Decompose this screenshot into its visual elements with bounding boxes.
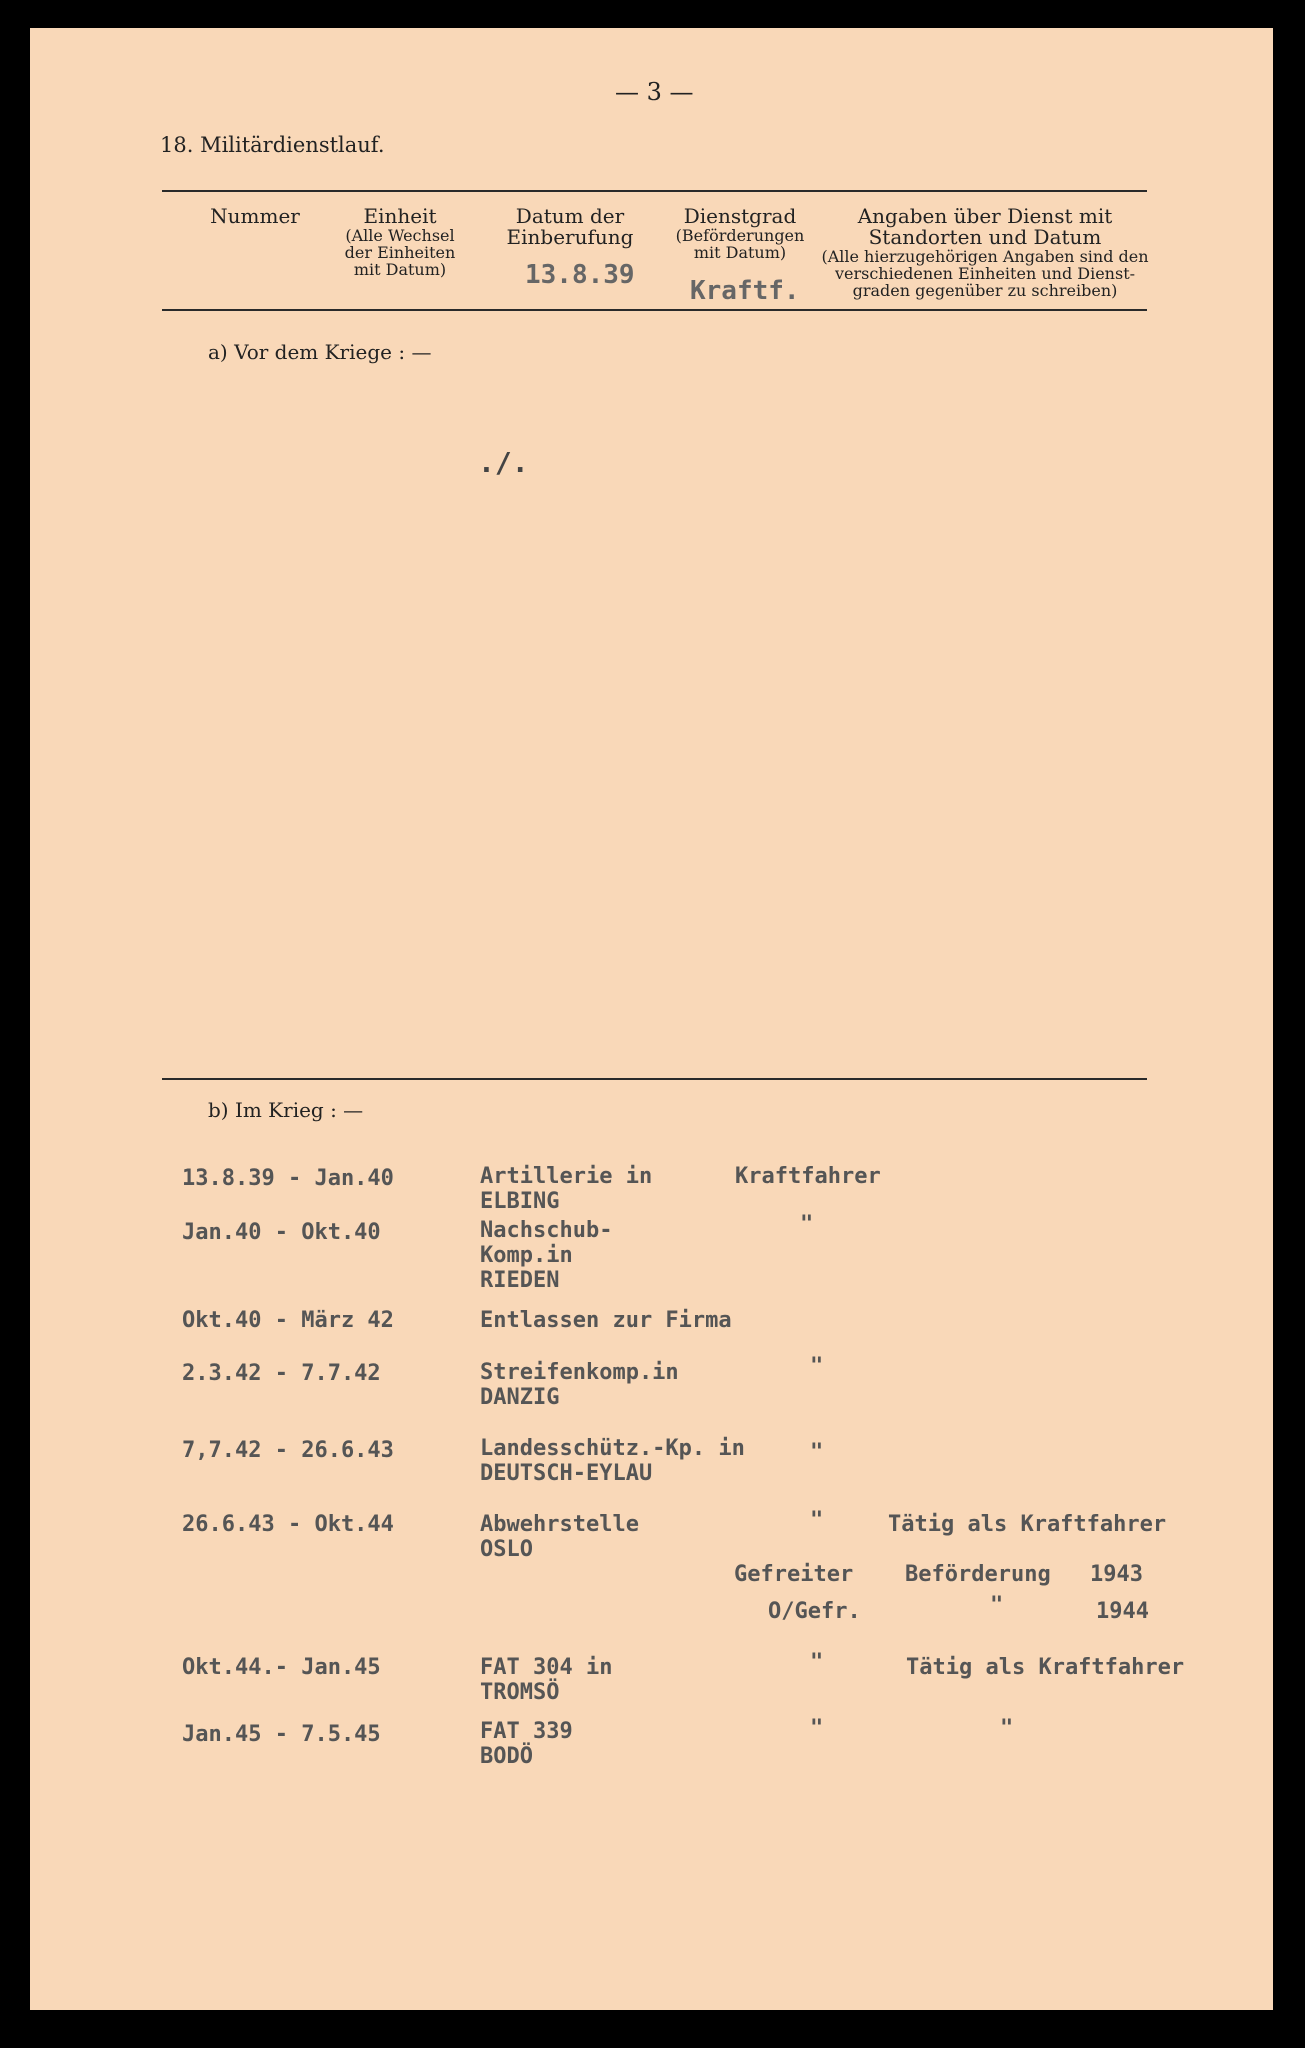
entry-period: 26.6.43 - Okt.44 (182, 1512, 394, 1537)
entry-details: Tätig als Kraftfahrer (888, 1512, 1167, 1537)
entry-rank: " (810, 1508, 824, 1533)
promotion-label: " (990, 1593, 1004, 1618)
entry-period: 7,7.42 - 26.6.43 (182, 1438, 394, 1463)
promotion-year: 1943 (1090, 1562, 1143, 1587)
entry-unit: Abwehrstelle OSLO (480, 1512, 639, 1562)
entry-details: Tätig als Kraftfahrer (906, 1655, 1185, 1680)
entry-period: Jan.45 - 7.5.45 (182, 1722, 381, 1747)
section-a-content: ./. (478, 446, 529, 479)
document-page (30, 28, 1273, 2010)
entry-unit: FAT 339 BODÖ (480, 1719, 573, 1769)
entry-rank: Kraftfahrer (735, 1164, 881, 1189)
stamp-einberufung-date: 13.8.39 (525, 260, 635, 290)
entry-unit: Streifenkomp.in DANZIG (480, 1360, 679, 1410)
promotion-rank: O/Gefr. (768, 1599, 861, 1624)
entry-period: 2.3.42 - 7.7.42 (182, 1361, 381, 1386)
column-header-dienstgrad: Dienstgrad (Beförderungen mit Datum) (675, 204, 805, 262)
promotion-year: 1944 (1096, 1599, 1149, 1624)
column-header-angaben: Angaben über Dienst mit Standorten und Datum (Alle hierzugehörigen Angaben sind den verschiedenen Einheiten und Dienst- graden gegenüber zu schreiben) (821, 204, 1149, 300)
header-top-rule (162, 190, 1147, 192)
column-header-nummer: Nummer (210, 204, 300, 228)
entry-rank: " (810, 1716, 824, 1741)
column-header-einheit: Einheit (Alle Wechsel der Einheiten mit Datum) (344, 204, 456, 279)
entry-unit: Entlassen zur Firma (480, 1308, 732, 1333)
entry-period: 13.8.39 - Jan.40 (182, 1166, 394, 1191)
entry-period: Okt.40 - März 42 (182, 1308, 394, 1333)
entry-unit: Nachschub- Komp.in RIEDEN (480, 1218, 613, 1293)
entry-rank: " (810, 1650, 824, 1675)
column-header-datum: Datum der Einberufung (506, 204, 634, 249)
entry-period: Okt.44.- Jan.45 (182, 1655, 381, 1680)
promotion-label: Beförderung (905, 1562, 1051, 1587)
header-bottom-rule (162, 309, 1147, 311)
entry-unit: Artillerie in ELBING (480, 1164, 653, 1214)
promotion-rank: Gefreiter (734, 1562, 854, 1587)
entry-rank: " (810, 1440, 824, 1465)
entry-details: " (1000, 1716, 1014, 1741)
section-divider-rule (162, 1078, 1147, 1080)
page-number: — 3 — (615, 78, 694, 106)
section-a-label: a) Vor dem Kriege : — (208, 340, 432, 364)
entry-unit: Landesschütz.-Kp. in DEUTSCH-EYLAU (480, 1436, 745, 1486)
entry-unit: FAT 304 in TROMSÖ (480, 1655, 613, 1705)
entry-rank: " (800, 1212, 814, 1237)
section-b-label: b) Im Krieg : — (208, 1098, 364, 1122)
entry-period: Jan.40 - Okt.40 (182, 1220, 381, 1245)
section-title: 18. Militärdienstlauf. (160, 133, 385, 157)
stamp-dienstgrad: Kraftf. (690, 276, 800, 306)
entry-rank: " (810, 1354, 824, 1379)
